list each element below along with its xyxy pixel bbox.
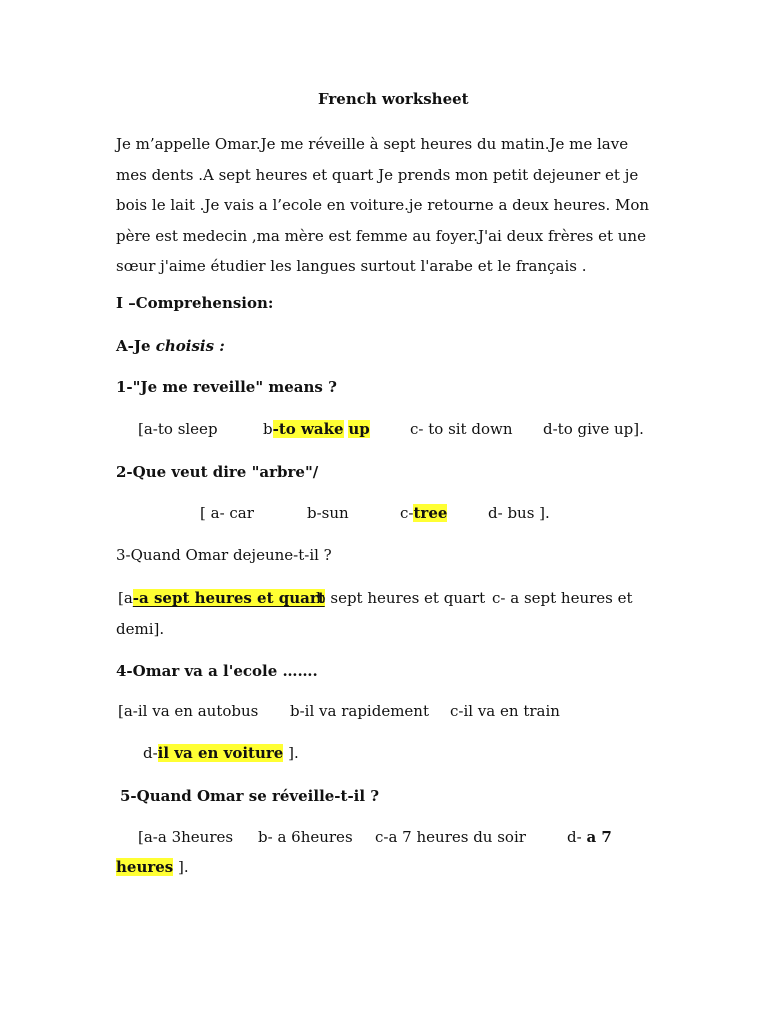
q3-option-c-continued: demi]. — [116, 620, 165, 638]
q5-option-d-suffix: ]. — [178, 858, 189, 876]
q3-option-b: b sept heures et quart — [316, 589, 486, 607]
q2-option-c — [400, 504, 447, 522]
question-3: 3-Quand Omar dejeune-t-il ? — [116, 546, 332, 564]
q1-option-b — [263, 420, 370, 438]
q5-option-d — [567, 828, 612, 846]
q5-option-d-continued — [116, 858, 189, 876]
q3-option-c: c- a sept heures et — [492, 589, 633, 607]
section-heading: I –Comprehension: — [116, 294, 274, 312]
intro-paragraph: Je m’appelle Omar.Je me réveille à sept heures du matin.Je me lave mes dents .A sept heures et quart Je prends mon petit dejeuner et je bois le lait .Je vais a l’ecole en voiture.je retourne a deux heures. Mon père est medecin ,ma mère est femme au foyer.J'ai deux frères et une sœur j'aime étudier les langues surtout l'arabe et le français . — [116, 135, 650, 275]
q2-option-b: b-sun — [307, 504, 349, 522]
q1-option-a: [a-to sleep — [138, 420, 218, 438]
worksheet-title: French worksheet — [318, 90, 469, 108]
q3-option-a-prefix: [a — [118, 589, 133, 607]
question-5: 5-Quand Omar se réveille-t-il ? — [120, 787, 380, 805]
q2-option-c-prefix: c- — [400, 504, 414, 522]
q2-answer-highlight: tree — [413, 504, 448, 522]
q5-option-a: [a-a 3heures — [138, 828, 234, 846]
q5-option-c: c-a 7 heures du soir — [375, 828, 526, 846]
question-1: 1-"Je me reveille" means ? — [116, 378, 337, 396]
q4-option-c: c-il va en train — [450, 702, 560, 720]
q2-option-a: [ a- car — [200, 504, 254, 522]
q5-option-d-prefix: d- — [567, 828, 582, 846]
q1-option-c: c- to sit down — [410, 420, 513, 438]
q5-answer-part-1: a 7 — [586, 828, 612, 846]
q3-option-a — [118, 589, 325, 607]
q3-answer-highlight: -a sept heures et quart — [132, 589, 325, 607]
subsection-emphasis: choisis : — [155, 337, 225, 355]
q4-option-b: b-il va rapidement — [290, 702, 429, 720]
q4-option-d-prefix: d- — [143, 744, 158, 762]
question-4: 4-Omar va a l'ecole ……. — [116, 662, 318, 680]
q4-answer-highlight: il va en voiture — [157, 744, 284, 762]
q4-option-d-suffix: ]. — [288, 744, 299, 762]
q4-option-a: [a-il va en autobus — [118, 702, 259, 720]
q1-answer-highlight-2: up — [348, 420, 370, 438]
q2-option-d: d- bus ]. — [488, 504, 550, 522]
question-2: 2-Que veut dire "arbre"/ — [116, 463, 319, 481]
q1-option-d: d-to give up]. — [543, 420, 644, 438]
q4-option-d — [143, 744, 299, 762]
subsection-prefix: A-Je — [116, 337, 156, 355]
q5-option-b: b- a 6heures — [258, 828, 353, 846]
q1-answer-highlight: -to wake — [272, 420, 344, 438]
subsection-heading — [116, 337, 225, 355]
q1-option-b-prefix: b — [263, 420, 273, 438]
q5-answer-highlight: heures — [116, 858, 174, 876]
